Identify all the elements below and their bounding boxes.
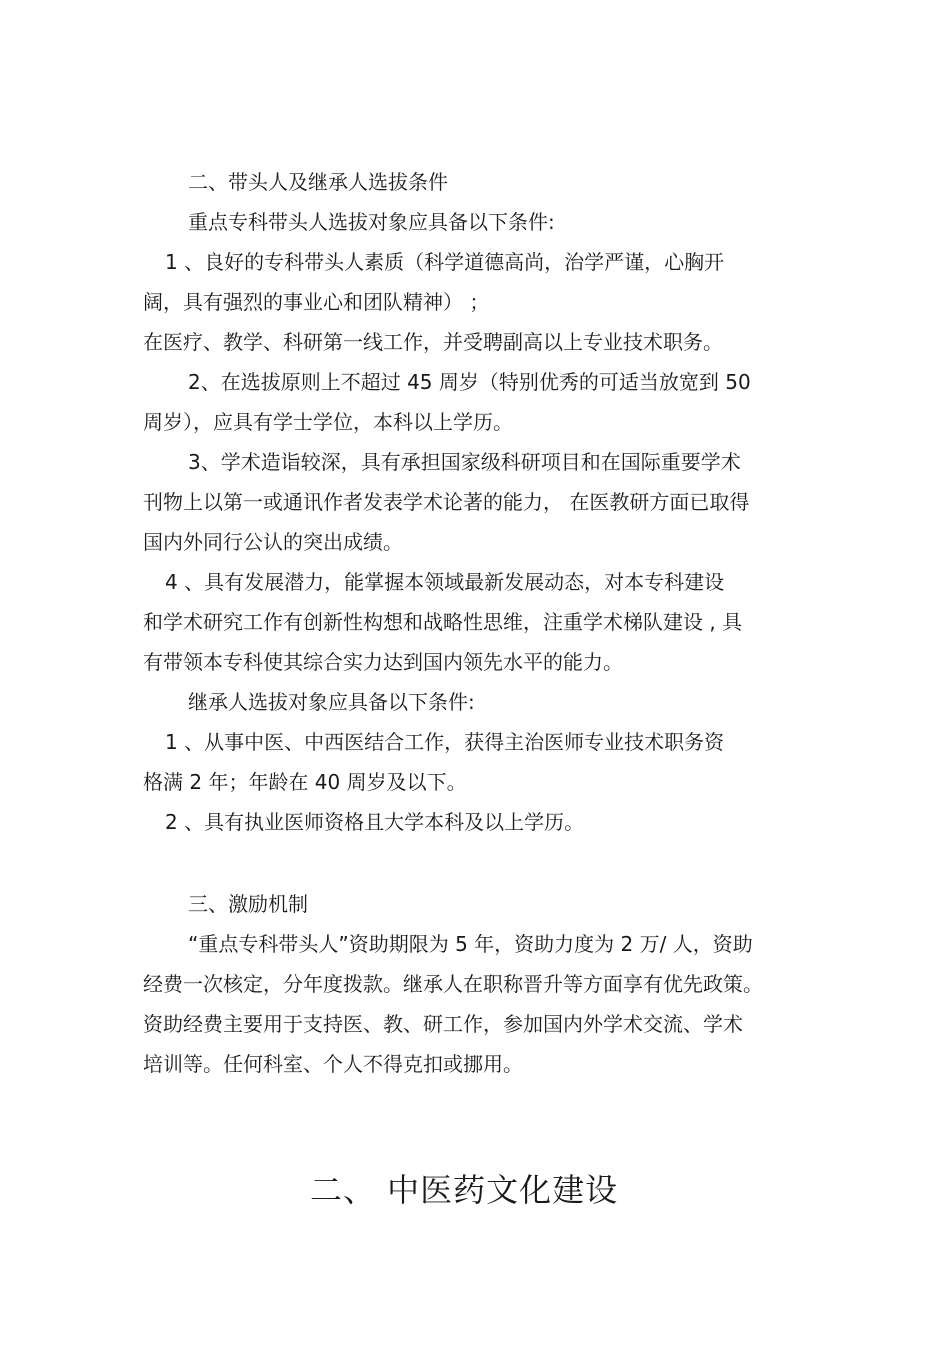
paragraph-line: 周岁），应具有学士学位，本科以上学历。 — [143, 410, 513, 434]
paragraph-line: 4 、具有发展潜力，能掌握本领域最新发展动态，对本专科建设 — [165, 570, 725, 594]
paragraph-line: 培训等。任何科室、个人不得克扣或挪用。 — [143, 1052, 523, 1076]
chapter-heading: 二、 中医药文化建设 — [310, 1171, 619, 1209]
paragraph-line: 格满 2 年；年龄在 40 周岁及以下。 — [143, 770, 467, 794]
paragraph-line: 重点专科带头人选拔对象应具备以下条件: — [188, 210, 555, 234]
paragraph-line: 在医疗、教学、科研第一线工作，并受聘副高以上专业技术职务。 — [143, 330, 723, 354]
paragraph-line: 经费一次核定，分年度拨款。继承人在职称晋升等方面享有优先政策。 — [143, 972, 763, 996]
paragraph-line: 继承人选拔对象应具备以下条件: — [188, 690, 475, 714]
paragraph-line: 刊物上以第一或通讯作者发表学术论著的能力， 在医教研方面已取得 — [143, 490, 750, 514]
section-heading: 二、带头人及继承人选拔条件 — [188, 170, 448, 194]
paragraph-line: 国内外同行公认的突出成绩。 — [143, 530, 403, 554]
paragraph-line: 和学术研究工作有创新性构想和战略性思维，注重学术梯队建设 , 具 — [143, 610, 743, 634]
paragraph-line: 有带领本专科使其综合实力达到国内领先水平的能力。 — [143, 650, 623, 674]
paragraph-line: 3、学术造诣较深，具有承担国家级科研项目和在国际重要学术 — [188, 450, 741, 474]
section-heading: 三、激励机制 — [188, 892, 308, 916]
paragraph-line: 阔，具有强烈的事业心和团队精神） ； — [143, 290, 490, 314]
paragraph-line: 1 、良好的专科带头人素质（科学道德高尚，治学严谨，心胸开 — [165, 250, 725, 274]
paragraph-line: “重点专科带头人”资助期限为 5 年，资助力度为 2 万/ 人，资助 — [188, 932, 753, 956]
paragraph-line: 资助经费主要用于支持医、教、研工作，参加国内外学术交流、学术 — [143, 1012, 743, 1036]
paragraph-line: 2 、具有执业医师资格且大学本科及以上学历。 — [165, 810, 585, 834]
paragraph-line: 1 、从事中医、中西医结合工作，获得主治医师专业技术职务资 — [165, 730, 725, 754]
paragraph-line: 2、在选拔原则上不超过 45 周岁（特别优秀的可适当放宽到 50 — [188, 370, 751, 394]
